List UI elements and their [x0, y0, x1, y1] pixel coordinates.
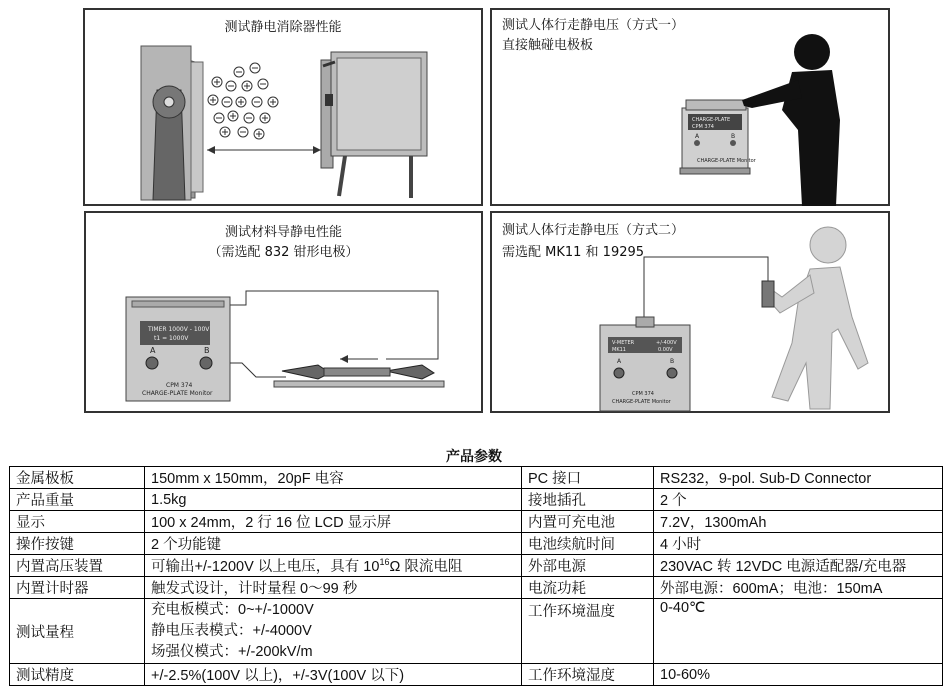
spec-key: 接地插孔 — [522, 489, 654, 511]
spec-value: 外部电源：600mA；电池：150mA — [654, 577, 943, 599]
spec-value-line: 静电压表模式：+/-4000V — [151, 623, 312, 639]
spec-value: 230VAC 转 12VDC 电源适配器/充电器 — [654, 555, 943, 577]
spec-key: 工作环境湿度 — [522, 664, 654, 686]
spec-value: 4 小时 — [654, 533, 943, 555]
device-lcd-right1: +/-400V — [656, 340, 677, 346]
panel-walking-test-method-2 — [490, 211, 890, 413]
spec-value — [145, 555, 522, 577]
panel-subtitle: 直接触碰电极板 — [502, 38, 594, 53]
spec-value-line: 场强仪模式：+/-200kV/m — [151, 644, 313, 660]
device-label-a: A — [617, 358, 622, 365]
spec-title: 产品参数 — [446, 449, 502, 465]
spec-value — [145, 599, 522, 664]
table-row — [10, 467, 943, 489]
table-row — [10, 577, 943, 599]
device-button-a — [694, 140, 700, 146]
device-model: CPM 374 — [166, 382, 193, 389]
spec-key: 产品重量 — [10, 489, 145, 511]
device-button-a — [614, 368, 624, 378]
spec-value-part: Ω 限流电阻 — [389, 559, 463, 575]
spec-value: RS232，9-pol. Sub-D Connector — [654, 467, 943, 489]
device-lcd-line1: TIMER 1000V - 100V — [148, 326, 210, 333]
spec-value: 10-60% — [654, 664, 943, 686]
panel-walking-test-method-1 — [490, 8, 890, 206]
device-label-b: B — [204, 346, 210, 355]
device-lcd-left2: MK11 — [612, 347, 626, 353]
device-label-a: A — [150, 346, 156, 355]
spec-value-exponent: 16 — [379, 557, 390, 568]
spec-key: 内置计时器 — [10, 577, 145, 599]
device-button-b — [730, 140, 736, 146]
device-label-b: B — [731, 133, 736, 140]
device-footer: CHARGE-PLATE Monitor — [142, 390, 213, 397]
spec-key: 测试精度 — [10, 664, 145, 686]
spec-value: 7.2V，1300mAh — [654, 511, 943, 533]
spec-key: 操作按键 — [10, 533, 145, 555]
panel-ionizer-test — [83, 8, 483, 206]
panel-subtitle: 需选配 MK11 和 19295 — [502, 245, 645, 260]
spec-table — [9, 466, 943, 686]
device-lcd-line1: CHARGE-PLATE — [692, 117, 731, 123]
spec-value: 150mm x 150mm，20pF 电容 — [145, 467, 522, 489]
spec-value: 1.5kg — [145, 489, 522, 511]
spec-value: 2 个 — [654, 489, 943, 511]
spec-key: PC 接口 — [522, 467, 654, 489]
spec-key: 电流功耗 — [522, 577, 654, 599]
spec-key: 金属极板 — [10, 467, 145, 489]
device-footer: CHARGE-PLATE Monitor — [697, 158, 756, 164]
panel-title: 测试人体行走静电压（方式一） — [502, 18, 685, 33]
device-footer: CHARGE-PLATE Monitor — [612, 399, 671, 405]
device-model: CPM 374 — [632, 391, 654, 397]
device-lcd-line2: t1 = 1000V — [154, 335, 189, 342]
spec-key: 工作环境温度 — [522, 599, 654, 664]
spec-key: 内置可充电池 — [522, 511, 654, 533]
panel-title: 测试材料导静电性能 — [224, 225, 342, 240]
spec-key: 显示 — [10, 511, 145, 533]
ionizer-test-illustration — [85, 10, 483, 206]
spec-key: 电池续航时间 — [522, 533, 654, 555]
spec-key: 测试量程 — [10, 599, 145, 664]
device-lcd-right2: 0.00V — [658, 347, 673, 353]
device-lcd-line2: CPM 374 — [692, 124, 714, 130]
device-label-b: B — [670, 358, 675, 365]
table-row — [10, 511, 943, 533]
panel-title: 测试人体行走静电压（方式二） — [502, 223, 685, 238]
table-row — [10, 533, 943, 555]
table-row — [10, 555, 943, 577]
spec-value: 触发式设计，计时量程 0～99 秒 — [145, 577, 522, 599]
spec-value: 100 x 24mm，2 行 16 位 LCD 显示屏 — [145, 511, 522, 533]
table-row — [10, 599, 943, 664]
device-button-b — [200, 357, 212, 369]
panel-material-conductivity-test — [84, 211, 483, 413]
spec-key: 内置高压装置 — [10, 555, 145, 577]
spec-value: 2 个功能键 — [145, 533, 522, 555]
device-button-b — [667, 368, 677, 378]
device-button-a — [146, 357, 158, 369]
spec-value-part: 可输出+/-1200V 以上电压，具有 10 — [151, 559, 380, 575]
table-row — [10, 664, 943, 686]
device-lcd-left1: V-METER — [612, 340, 635, 346]
spec-value: 0-40℃ — [654, 599, 943, 664]
device-label-a: A — [695, 133, 700, 140]
panel-subtitle: （需选配 832 钳形电极） — [208, 245, 359, 260]
spec-value: +/-2.5%(100V 以上)，+/-3V(100V 以下) — [145, 664, 522, 686]
spec-key: 外部电源 — [522, 555, 654, 577]
spec-value-line: 充电板模式：0~+/-1000V — [151, 602, 314, 618]
panel-title: 测试静电消除器性能 — [224, 20, 342, 35]
table-row — [10, 489, 943, 511]
